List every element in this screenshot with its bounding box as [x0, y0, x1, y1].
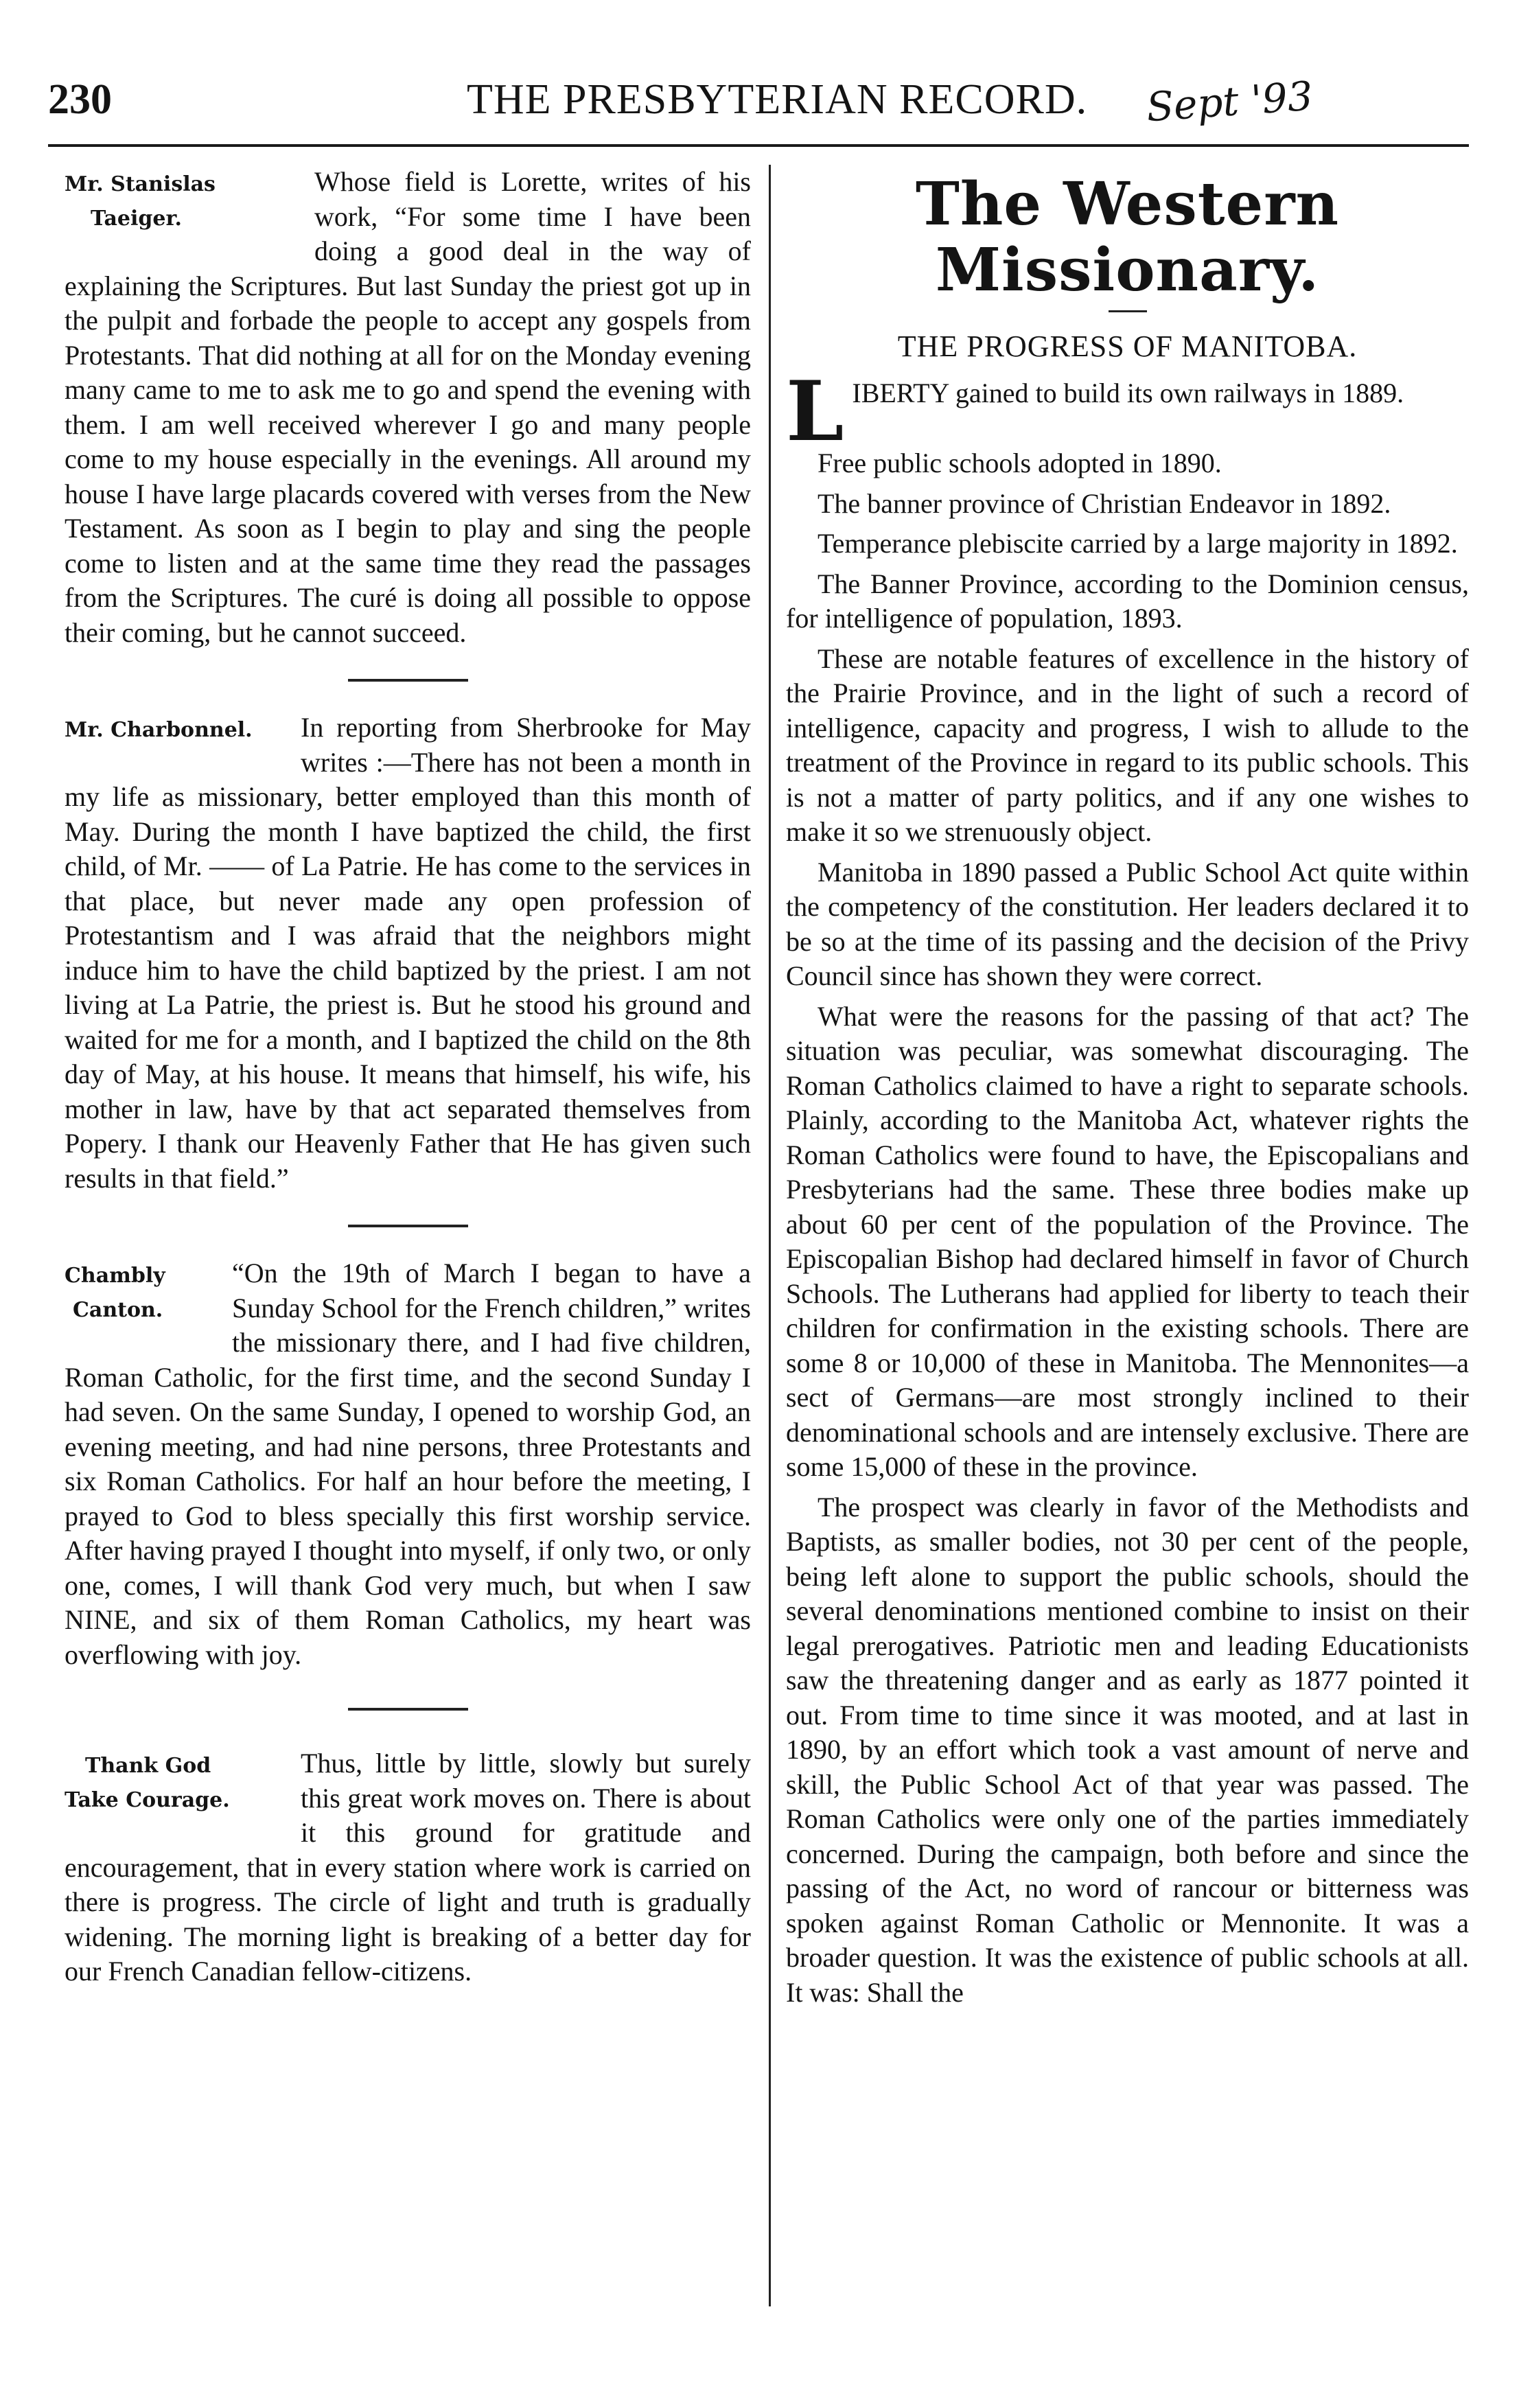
- list-item: The banner province of Christian Endeavor in 1892.: [818, 487, 1391, 519]
- article-subheading: THE PROGRESS OF MANITOBA.: [897, 329, 1358, 363]
- page-number: 230: [48, 76, 112, 123]
- side-heading: [65, 1749, 291, 1818]
- journal-title: THE PRESBYTERIAN RECORD.: [467, 76, 1088, 123]
- side-heading-line: Take Courage.: [65, 1788, 230, 1812]
- drop-cap: L: [786, 363, 844, 460]
- list-item-text: IBERTY gained to build its own railways in 1889.: [852, 378, 1404, 408]
- article-text: Thus, little by little, slowly but surely this great work moves on. There is about it this ground for gratitude and encouragement, that in every station where work is carried on there is progress. The circle of light and truth is gradually widening. The morning light is breaking of a better day for our French Canadian fellow-citizens.: [65, 1748, 751, 1987]
- article-chambly-canton: [65, 1256, 751, 1672]
- article-paragraph: The prospect was clearly in favor of the Methodists and Baptists, as smaller bodies, not 30 per cent of the people, being left alone to support the public schools, should the several denominations mentioned combine to insist on their legal prerogatives. Patriotic men and leading Educationists saw the threatening danger and as early as 1877 pointed it out. From time to time since it was mooted, and at last in 1890, by an effort which took a vast amount of nerve and skill, the Public School Act of that year was passed. The Roman Catholics were only one of the parties immediately concerned. During the campaign, both before and since the passing of the Act, no word of rancour or bitterness was spoken against Roman Catholic or Mennonite. It was a broader question. It was the existence of public schools at all. It was: Shall the: [786, 1491, 1469, 2008]
- article-paragraph: Manitoba in 1890 passed a Public School Act quite within the competency of the constitution. Her leaders declared it to be so at the time of its passing and the decision of the Privy Council since has shown they were correct.: [786, 856, 1469, 991]
- side-heading-line: Chambly: [65, 1264, 165, 1288]
- section-divider: [348, 1708, 468, 1711]
- article-paragraph: What were the reasons for the passing of that act? The situation was peculiar, was somewhat discouraging. The Roman Catholics claimed to have a right to separate schools. Plainly, according to the Manitoba Act, whatever rights the Roman Catholics were found to have, the Episcopalians and Presbyterians had the same. These three bodies make up about 60 per cent of the population of the Province. The Episcopalian Bishop had declared himself in favor of Church Schools. The Lutherans had applied for liberty to teach their children for confirmation in the existing schools. There are some 8 or 10,000 of these in Manitoba. The Mennonites—a sect of Germans—are most strongly inclined to their denominational schools and are intensely exclusive. There are some 15,000 of these in the province.: [786, 1000, 1469, 1482]
- right-column: [786, 165, 1469, 2015]
- list-item: The Banner Province, according to the Dominion census, for intelligence of population, 1893.: [786, 568, 1469, 634]
- side-heading: [65, 713, 291, 748]
- article-paragraph: These are notable features of excellence in the history of the Prairie Province, and in the light of such a record of intelligence, capacity and progress, I wish to allude to the treatment of the Province in regard to its public schools. This is not a matter of party politics, and if any one wishes to make it so we strenuously object.: [786, 642, 1469, 847]
- side-heading: [65, 167, 305, 236]
- article-charbonnel: [65, 710, 751, 1196]
- list-item: Temperance plebiscite carried by a large majority in 1892.: [818, 528, 1458, 559]
- side-heading-line: Mr. Stanislas: [65, 172, 216, 196]
- article-text: In reporting from Sherbrooke for May writes :—There has not been a month in my life as missionary, better employed than this month of May. During the month I have baptized the child, the first child, of Mr. —— of La Patrie. He has come to the services in that place, but never made any open profession of Protestantism and I was afraid that the neighbors might induce him to have the child baptized by the priest. I am not living at La Patrie, the priest is. But he stood his ground and waited for me for a month, and I baptized the child on the 8th day of May, at his house. It means that himself, his wife, his mother in law, have by that act separated themselves from Popery. I thank our Heavenly Father that He has given such results in that field.”: [65, 712, 751, 1194]
- column-divider: [769, 165, 771, 2306]
- side-heading-line: Thank God: [85, 1754, 211, 1778]
- page-header: [48, 72, 1462, 151]
- article-text: “On the 19th of March I began to have a Sunday School for the French children,” writes the missionary there, and I had five children, Roman Catholic, for the first time, and the second Sunday I had seven. On the same Sunday, I opened to worship God, an evening meeting, and had nine persons, three Protestants and six Roman Catholics. For half an hour before the meeting, I prayed to God to bless specially this first worship service. After having prayed I thought into myself, if only two, or only one, comes, I will thank God very much, but when I saw NINE, and six of them Roman Catholics, my heart was overflowing with joy.: [65, 1258, 751, 1670]
- section-divider: [348, 1225, 468, 1227]
- section-title: The Western Missionary.: [915, 170, 1340, 305]
- list-item: Free public schools adopted in 1890.: [818, 448, 1222, 478]
- article-text: Whose field is Lorette, writes of his work, “For some time I have been doing a good deal in the way of explaining the Scriptures. But last Sunday the priest got up in the pulpit and forbade the people to accept any gospels from Protestants. That did nothing at all for on the Monday evening many came to me to ask me to go and spend the evening with them. I am well received wherever I go and many people come to my house especially in the evenings. All around my house I have large placards covered with verses from the New Testament. As soon as I begin to play and sing the people come to listen and at the same time they read the passages from the Scriptures. The curé is doing all possible to oppose their coming, but he cannot succeed.: [65, 166, 751, 648]
- list-item: [786, 363, 1469, 460]
- title-divider: [1109, 310, 1147, 312]
- left-column: [65, 165, 751, 1989]
- section-divider: [348, 679, 468, 682]
- side-heading-line: Taeiger.: [91, 207, 182, 231]
- side-heading-line: Canton.: [73, 1298, 163, 1322]
- header-rule: [48, 144, 1469, 147]
- achievement-list: [786, 363, 1469, 636]
- article-thank-god: [65, 1746, 751, 1989]
- side-heading: [65, 1259, 222, 1328]
- side-heading-line: Mr. Charbonnel.: [65, 718, 253, 742]
- handwritten-date-annotation: Sept '93: [1144, 72, 1314, 131]
- article-stanislas-taeiger: [65, 165, 751, 650]
